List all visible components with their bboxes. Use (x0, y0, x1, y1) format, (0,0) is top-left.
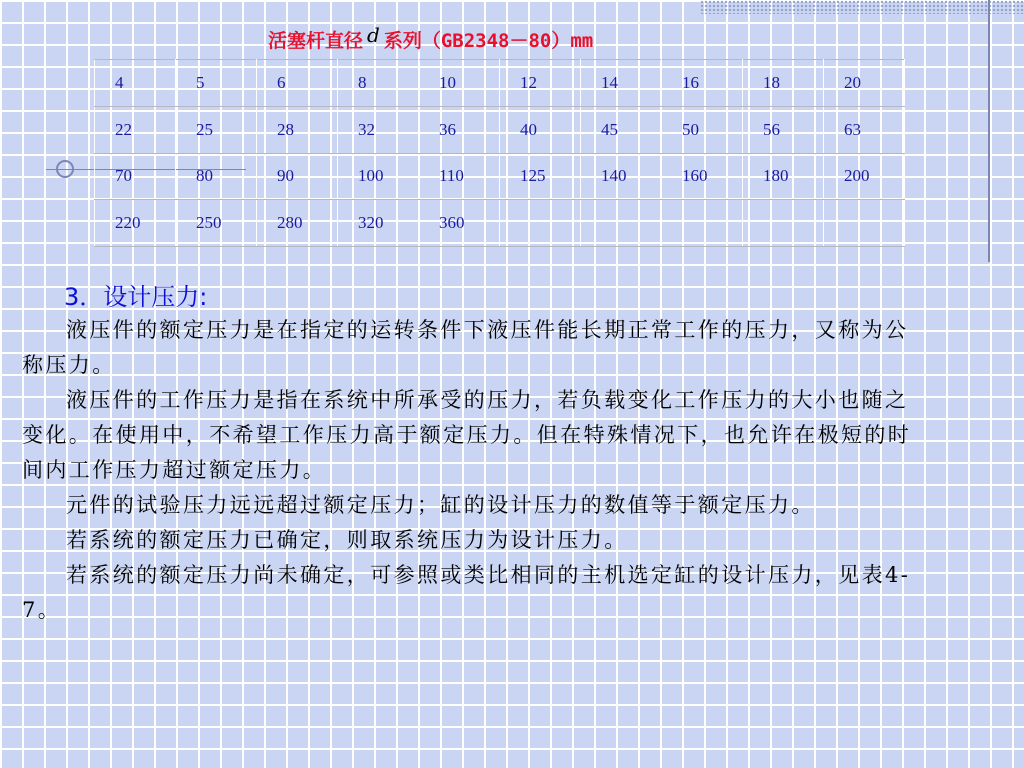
table-cell: 63 (824, 106, 905, 153)
table-cell: 25 (176, 106, 257, 153)
table-cell: 125 (500, 153, 581, 200)
table-cell: 10 (419, 60, 500, 107)
table-row (95, 153, 905, 200)
table-cell: 140 (581, 153, 662, 200)
title-text-before: 活塞杆直径 (268, 30, 364, 52)
table-cell: 45 (581, 106, 662, 153)
table-cell: 18 (743, 60, 824, 107)
table-cell: 70 (95, 153, 176, 200)
paragraph: 若系统的额定压力尚未确定，可参照或类比相同的主机选定缸的设计压力，见表4-7。 (22, 563, 911, 622)
table-cell (662, 200, 743, 247)
decorative-vertical-line (988, 0, 990, 262)
table-cell (500, 200, 581, 247)
decorative-ring-icon (56, 160, 74, 178)
table-cell: 200 (824, 153, 905, 200)
diameter-symbol: d (367, 23, 380, 47)
title-text-after: 系列（GB2348－80）mm (383, 30, 594, 52)
table-cell: 100 (338, 153, 419, 200)
paragraph: 若系统的额定压力已确定，则取系统压力为设计压力。 (66, 528, 628, 552)
table-cell: 40 (500, 106, 581, 153)
section-heading: 3．设计压力: (64, 283, 208, 311)
table-cell: 14 (581, 60, 662, 107)
table-cell (581, 200, 662, 247)
paragraph: 液压件的工作压力是指在系统中所承受的压力，若负载变化工作压力的大小也随之变化。在使用中，不希望工作压力高于额定压力。但在特殊情况下，也允许在极短的时间内工作压力超过额定压力。 (22, 388, 912, 482)
table-cell: 16 (662, 60, 743, 107)
table-cell: 320 (338, 200, 419, 247)
table-cell (743, 200, 824, 247)
table-cell: 110 (419, 153, 500, 200)
table-cell: 5 (176, 60, 257, 107)
body-text (22, 313, 922, 628)
table-row (95, 200, 905, 247)
table-cell: 32 (338, 106, 419, 153)
table-cell: 6 (257, 60, 338, 107)
slide-title (268, 22, 593, 58)
table-row (95, 60, 905, 107)
table-cell: 12 (500, 60, 581, 107)
decorative-dot-band (700, 0, 1024, 14)
table-body (95, 60, 905, 247)
paragraph: 液压件的额定压力是在指定的运转条件下液压件能长期正常工作的压力，又称为公称压力。 (22, 318, 909, 377)
table-cell: 20 (824, 60, 905, 107)
table-cell: 360 (419, 200, 500, 247)
table-cell: 28 (257, 106, 338, 153)
table-cell: 4 (95, 60, 176, 107)
table-cell: 36 (419, 106, 500, 153)
paragraph: 元件的试验压力远远超过额定压力；缸的设计压力的数值等于额定压力。 (66, 493, 815, 517)
table-row (95, 106, 905, 153)
table-cell: 8 (338, 60, 419, 107)
table-cell: 50 (662, 106, 743, 153)
table-cell: 250 (176, 200, 257, 247)
table-cell: 220 (95, 200, 176, 247)
table-cell (824, 200, 905, 247)
diameter-series-table (94, 59, 905, 247)
table-cell: 80 (176, 153, 257, 200)
table-cell: 22 (95, 106, 176, 153)
table-cell: 180 (743, 153, 824, 200)
table-cell: 160 (662, 153, 743, 200)
table-cell: 90 (257, 153, 338, 200)
table-cell: 56 (743, 106, 824, 153)
table-cell: 280 (257, 200, 338, 247)
